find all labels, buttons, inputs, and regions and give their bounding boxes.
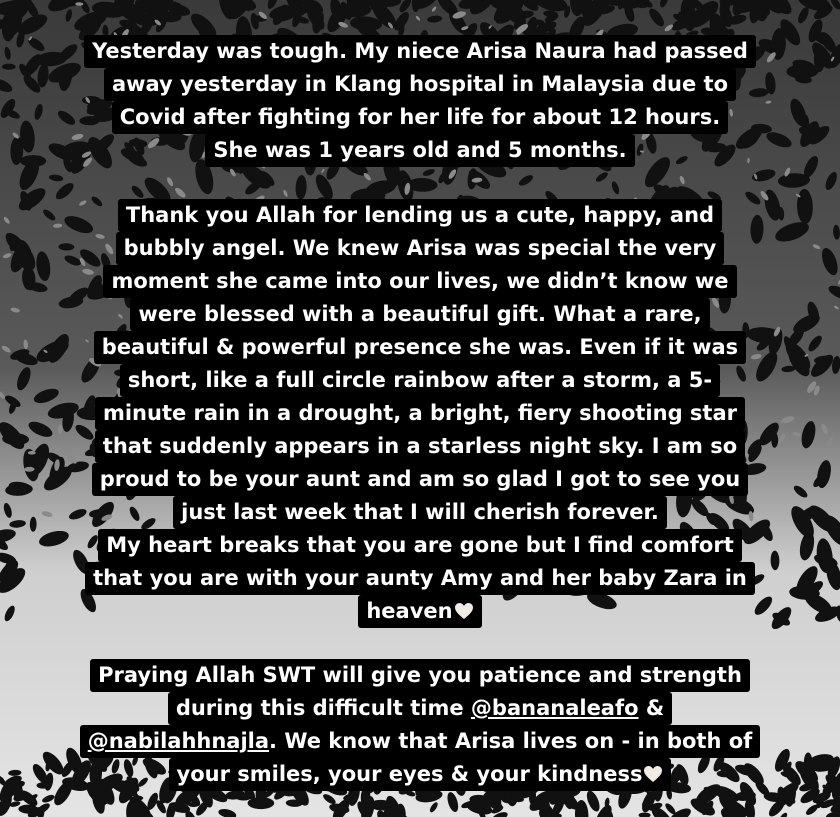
text-segment: during this difficult time (175, 696, 471, 720)
white-heart-icon (643, 765, 663, 783)
text-line (358, 595, 481, 628)
text-line: Yesterday was tough. My niece Arisa Naura had passed (84, 35, 756, 68)
text-line: bubbly angel. We knew Arisa was special the very (116, 232, 725, 265)
text-line: that you are with your aunty Amy and her baby Zara in (85, 562, 755, 595)
heaven-text: heaven (366, 599, 453, 623)
white-heart-icon (454, 602, 474, 620)
text-line: minute rain in a drought, a bright, fiery shooting star (95, 397, 745, 430)
text-line: moment she came into our lives, we didn’t know we (103, 265, 736, 298)
text-line: that suddenly appears in a starless night sky. I am so (95, 430, 745, 463)
text-line: just last week that I will cherish forever. (173, 496, 667, 529)
text-line: away yesterday in Klang hospital in Malaysia due to (104, 68, 736, 101)
text-line: Covid after fighting for her life for about 12 hours. (112, 101, 728, 134)
text-line (168, 692, 672, 725)
text-line: Thank you Allah for lending us a cute, happy, and (118, 199, 722, 232)
text-segment: . We know that Arisa lives on - in both of (269, 729, 753, 753)
text-line (80, 725, 761, 758)
text-line: were blessed with a beautiful gift. What a rare, (130, 298, 709, 331)
paragraph-2 (92, 199, 749, 529)
paragraph-3 (85, 529, 755, 628)
mention-nabilahhnajla[interactable]: @nabilahhnajla (87, 729, 270, 753)
text-line: She was 1 years old and 5 months. (205, 134, 634, 167)
text-segment: & (638, 696, 665, 720)
text-line (169, 758, 672, 791)
text-line: My heart breaks that you are gone but I find comfort (98, 529, 742, 562)
text-line: beautiful & powerful presence she was. Even if it was (94, 331, 746, 364)
text-line: short, like a full circle rainbow after a storm, a 5- (120, 364, 720, 397)
text-line: Praying Allah SWT will give you patience and strength (90, 659, 750, 692)
text-segment: your smiles, your eyes & your kindness (176, 762, 643, 786)
mention-bananaleafo[interactable]: @bananaleafo (470, 696, 639, 720)
paragraph-1 (84, 35, 756, 167)
paragraph-4 (80, 659, 761, 791)
text-line: proud to be your aunt and am so glad I got to see you (92, 463, 749, 496)
